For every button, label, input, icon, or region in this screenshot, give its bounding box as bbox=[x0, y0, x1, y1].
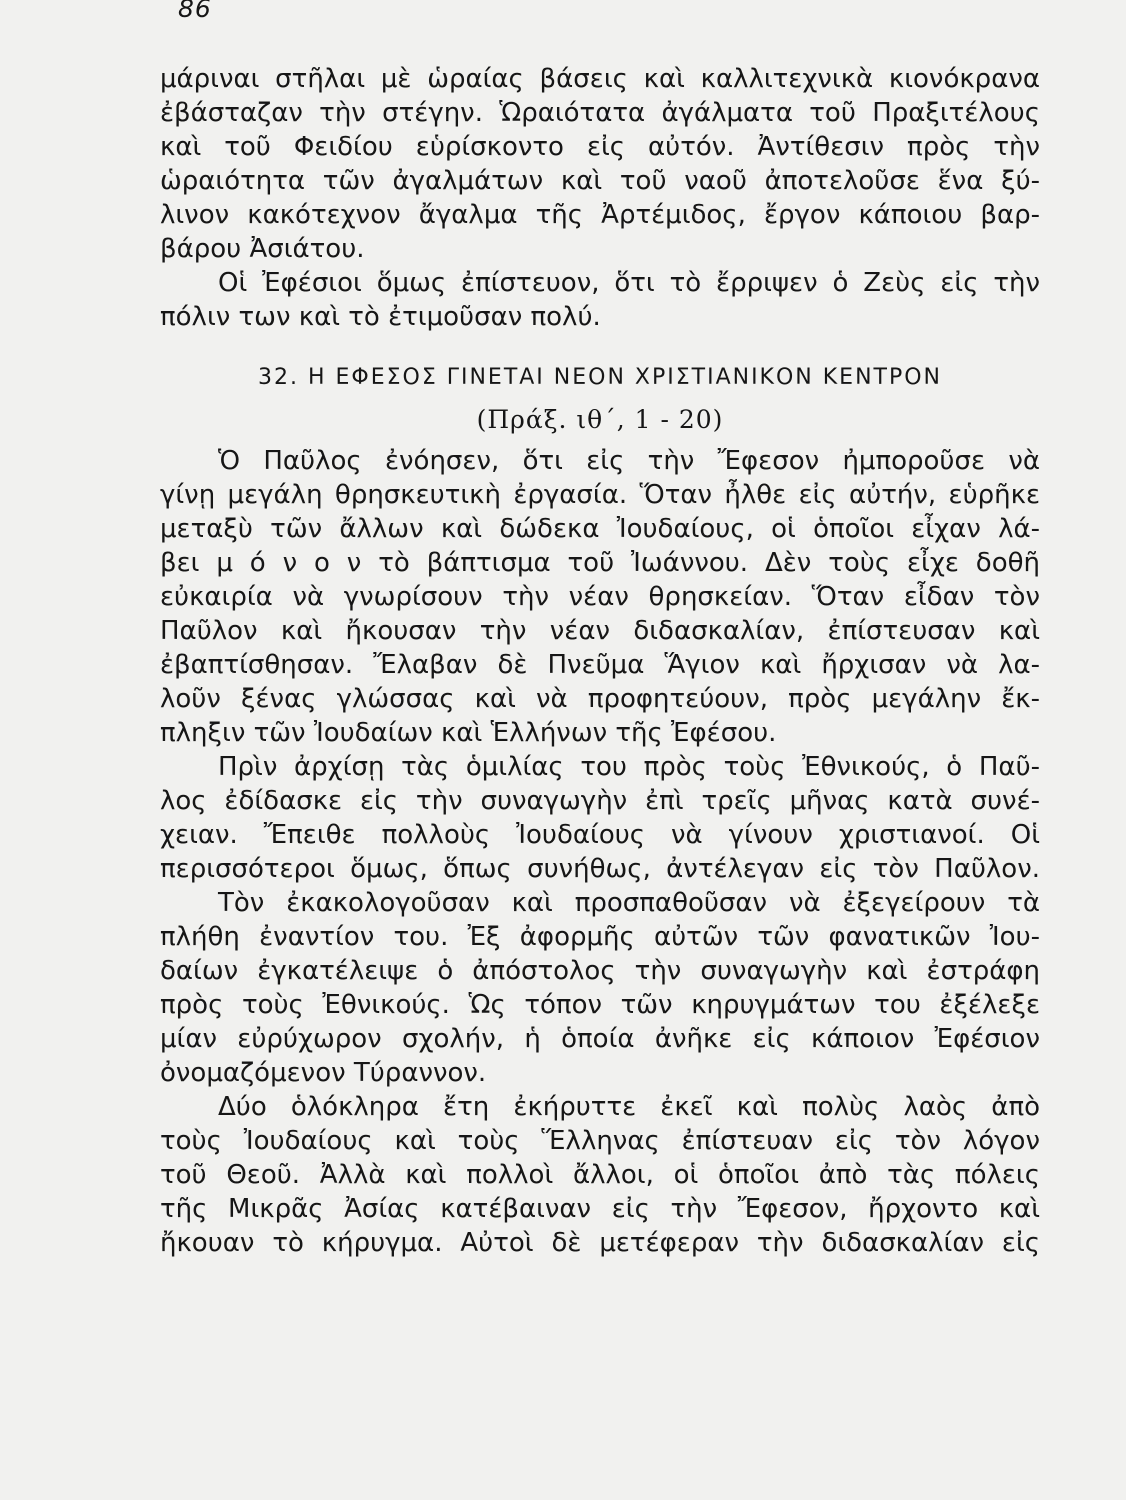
text-line: πρὸς τοὺς Ἐθνικούς. Ὡς τόπον τῶν κηρυγμάτων του ἐξέλεξε bbox=[160, 990, 1040, 1020]
text-line: λος ἐδίδασκε εἰς τὴν συναγωγὴν ἐπὶ τρεῖς μῆνας κατὰ συνέ- bbox=[160, 786, 1040, 816]
text-line: Ὁ Παῦλος ἐνόησεν, ὅτι εἰς τὴν Ἔφεσον ἠμποροῦσε νὰ bbox=[218, 446, 1040, 476]
text-line: πληξιν τῶν Ἰουδαίων καὶ Ἑλλήνων τῆς Ἐφέσου. bbox=[160, 718, 777, 748]
text-line: πλήθη ἐναντίον του. Ἐξ ἀφορμῆς αὐτῶν τῶν φανατικῶν Ἰου- bbox=[160, 922, 1040, 952]
text-line: Πρὶν ἀρχίσῃ τὰς ὁμιλίας του πρὸς τοὺς Ἐθνικούς, ὁ Παῦ- bbox=[218, 752, 1040, 782]
paragraph-6 bbox=[160, 1090, 1040, 1260]
text-line: πόλιν των καὶ τὸ ἐτιμοῦσαν πολύ. bbox=[160, 302, 601, 332]
text-line: Τὸν ἐκακολογοῦσαν καὶ προσπαθοῦσαν νὰ ἐξεγείρουν τὰ bbox=[218, 888, 1040, 918]
text-line: χειαν. Ἔπειθε πολλοὺς Ἰουδαίους νὰ γίνουν χριστιανοί. Οἱ bbox=[160, 820, 1040, 850]
text-line: ὡραιότητα τῶν ἀγαλμάτων καὶ τοῦ ναοῦ ἀποτελοῦσε ἕνα ξύ- bbox=[160, 166, 1040, 196]
paragraph-2 bbox=[160, 266, 1040, 334]
text-line: τοῦ Θεοῦ. Ἀλλὰ καὶ πολλοὶ ἄλλοι, οἱ ὁποῖοι ἀπὸ τὰς πόλεις bbox=[160, 1160, 1040, 1190]
text-line: Παῦλον καὶ ἤκουσαν τὴν νέαν διδασκαλίαν, ἐπίστευσαν καὶ bbox=[160, 616, 1040, 646]
page-number: 86 bbox=[178, 0, 212, 23]
text-line: εὐκαιρία νὰ γνωρίσουν τὴν νέαν θρησκείαν. Ὅταν εἶδαν τὸν bbox=[160, 582, 1040, 612]
paragraph-1 bbox=[160, 62, 1040, 266]
text-line: γίνῃ μεγάλη θρησκευτικὴ ἐργασία. Ὅταν ἦλθε εἰς αὐτήν, εὑρῆκε bbox=[160, 480, 1040, 510]
text-line: τῆς Μικρᾶς Ἀσίας κατέβαιναν εἰς τὴν Ἔφεσον, ἤρχοντο καὶ bbox=[160, 1194, 1040, 1224]
text-line: ἐβαπτίσθησαν. Ἔλαβαν δὲ Πνεῦμα Ἅγιον καὶ ἤρχισαν νὰ λα- bbox=[160, 650, 1040, 680]
text-line: λινον κακότεχνον ἄγαλμα τῆς Ἀρτέμιδος, ἔργον κάποιου βαρ- bbox=[160, 200, 1040, 230]
text-line: περισσότεροι ὅμως, ὅπως συνήθως, ἀντέλεγαν εἰς τὸν Παῦλον. bbox=[160, 854, 1040, 884]
text-line: ἤκουαν τὸ κήρυγμα. Αὐτοὶ δὲ μετέφεραν τὴν διδασκαλίαν εἰς bbox=[160, 1228, 1040, 1258]
text-line: Οἱ Ἐφέσιοι ὅμως ἐπίστευον, ὅτι τὸ ἔρριψεν ὁ Ζεὺς εἰς τὴν bbox=[218, 268, 1040, 298]
text-line: μεταξὺ τῶν ἄλλων καὶ δώδεκα Ἰουδαίους, οἱ ὁποῖοι εἶχαν λά- bbox=[160, 514, 1040, 544]
section-heading: 32. Η ΕΦΕΣΟΣ ΓΙΝΕΤΑΙ ΝΕΟΝ ΧΡΙΣΤΙΑΝΙΚΟΝ ΚΕΝΤΡΟΝ bbox=[257, 365, 943, 390]
body-text bbox=[160, 62, 1040, 1260]
text-line: τοὺς Ἰουδαίους καὶ τοὺς Ἕλληνας ἐπίστευαν εἰς τὸν λόγον bbox=[160, 1126, 1040, 1156]
text-line: μάριναι στῆλαι μὲ ὡραίας βάσεις καὶ καλλιτεχνικὰ κιονόκρανα bbox=[160, 64, 1040, 94]
text-line: καὶ τοῦ Φειδίου εὑρίσκοντο εἰς αὐτόν. Ἀντίθεσιν πρὸς τὴν bbox=[160, 132, 1040, 162]
scripture-reference: (Πράξ. ιθ΄, 1 - 20) bbox=[476, 405, 724, 434]
text-line: μίαν εὐρύχωρον σχολήν, ἡ ὁποία ἀνῆκε εἰς κάποιον Ἐφέσιον bbox=[160, 1024, 1040, 1054]
text-line: Δύο ὁλόκληρα ἔτη ἐκήρυττε ἐκεῖ καὶ πολὺς λαὸς ἀπὸ bbox=[218, 1092, 1040, 1122]
text-line: ὀνομαζόμενον Τύραννον. bbox=[160, 1058, 487, 1088]
text-line: λοῦν ξένας γλώσσας καὶ νὰ προφητεύουν, πρὸς μεγάλην ἔκ- bbox=[160, 684, 1040, 714]
text-line: ἐβάσταζαν τὴν στέγην. Ὡραιότατα ἀγάλματα τοῦ Πραξιτέλους bbox=[160, 98, 1040, 128]
paragraph-4 bbox=[160, 750, 1040, 886]
text-line: δαίων ἐγκατέλειψε ὁ ἀπόστολος τὴν συναγωγὴν καὶ ἐστράφη bbox=[160, 956, 1040, 986]
paragraph-5 bbox=[160, 886, 1040, 1090]
text-line: βάρου Ἀσιάτου. bbox=[160, 234, 365, 264]
text-line: βει μ ό ν ο ν τὸ βάπτισμα τοῦ Ἰωάννου. Δὲν τοὺς εἶχε δοθῆ bbox=[160, 548, 1040, 578]
paragraph-3 bbox=[160, 444, 1040, 750]
